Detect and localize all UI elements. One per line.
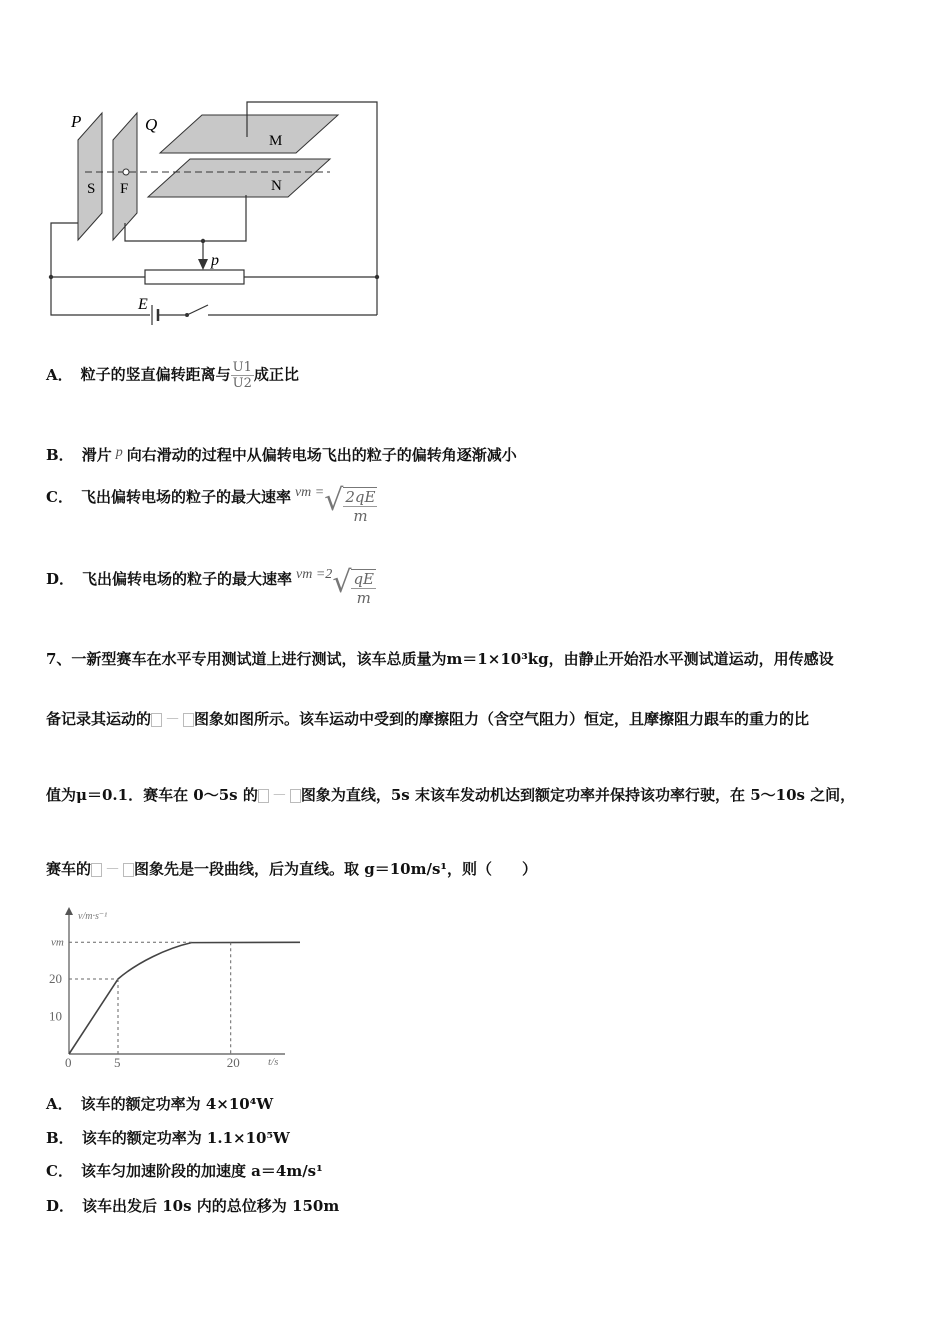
hole-f: [123, 169, 129, 175]
option-text-after: 向右滑动的过程中从偏转电场飞出的粒子的偏转角逐渐减小: [126, 446, 517, 464]
option-label: B．: [46, 446, 74, 464]
y-axis-arrow-icon: [65, 907, 73, 915]
x-tick-label: 5: [114, 1055, 121, 1070]
slider-symbol: p: [115, 445, 123, 460]
option-label: B．: [46, 1129, 74, 1147]
q6-option-c: [46, 483, 377, 525]
wire-q: [125, 195, 246, 241]
sqrt-formula: √ $\frac{2qE}{m}$: [324, 483, 376, 525]
y-tick-label: 10: [49, 1008, 62, 1024]
vt-placeholder-icon: [151, 713, 162, 727]
option-label: D．: [46, 570, 75, 588]
label-slider-p: p: [211, 252, 219, 269]
circuit-diagram: [40, 95, 390, 330]
option-text: 该车的额定功率为 4×10⁴W: [80, 1095, 274, 1113]
y-tick-label: 20: [49, 971, 62, 986]
vt-placeholder-icon: [290, 789, 301, 803]
option-text-after: 成正比: [253, 365, 299, 384]
vt-chart: [40, 905, 300, 1073]
option-text: 该车出发后 10s 内的总位移为 150m: [82, 1197, 340, 1215]
option-text: 该车的额定功率为 1.1×10⁵W: [81, 1129, 290, 1147]
u-ratio-formula: $\frac{U1}{U2}$: [232, 360, 252, 391]
sqrt-formula: √ $\frac{qE}{m}$: [332, 565, 374, 607]
q7-stem-line-3: 值为μ＝0.1．赛车在 0～5s 的 － 图象为直线，5s 末该车发动机达到额定功率并保持该功率行驶，在 5～10s 之间，: [46, 786, 856, 804]
q7-option-d: [46, 1195, 339, 1216]
option-text: 该车匀加速阶段的加速度 a＝4m/s¹: [80, 1162, 323, 1180]
x-axis-label: t/s: [268, 1056, 279, 1068]
q7-option-c: [46, 1160, 323, 1181]
option-text: 飞出偏转电场的粒子的最大速率: [82, 570, 293, 588]
junction-left: [49, 275, 53, 279]
label-q-plate: Q: [145, 115, 158, 134]
label-m: M: [269, 133, 283, 149]
q7-option-b: [46, 1127, 290, 1148]
option-label: D．: [46, 1197, 75, 1215]
option-label: C．: [46, 488, 73, 506]
wire-p: [51, 223, 150, 315]
plate-m: [160, 115, 338, 153]
label-n: N: [271, 178, 282, 194]
plate-n: [148, 159, 330, 197]
vm-symbol: vm =2: [296, 567, 333, 582]
slider-arrow-icon: [198, 259, 208, 270]
y-tick-label-vm: vm: [51, 936, 64, 949]
rheostat: [145, 270, 244, 284]
series-line-vt: [69, 942, 300, 1054]
q6-option-a: [46, 360, 299, 391]
option-text: 粒子的竖直偏转距离与: [80, 365, 231, 384]
option-text: 飞出偏转电场的粒子的最大速率: [80, 488, 291, 506]
vm-symbol: vm =: [294, 485, 325, 500]
q7-option-a: [46, 1093, 273, 1114]
q7-stem-line-4: 赛车的 － 图象先是一段曲线，后为直线。取 g＝10m/s¹，则（ ）: [46, 860, 537, 878]
option-text: 滑片: [81, 446, 112, 464]
vt-placeholder-icon: [183, 713, 194, 727]
option-label: C．: [46, 1162, 73, 1180]
y-axis-label: v/m·s⁻¹: [78, 911, 108, 922]
x-tick-label: 0: [65, 1055, 72, 1070]
q6-option-d: [46, 565, 376, 607]
plate-p: [78, 113, 102, 240]
vt-placeholder-icon: [258, 789, 269, 803]
option-label: A．: [46, 1095, 73, 1113]
plate-q: [113, 113, 137, 240]
label-f: F: [120, 181, 129, 197]
switch-blade: [187, 305, 208, 315]
label-e: E: [138, 296, 148, 313]
vt-placeholder-icon: [91, 863, 102, 877]
q6-option-b: [46, 444, 517, 465]
q7-stem-line-2: 备记录其运动的 － 图象如图所示。该车运动中受到的摩擦阻力（含空气阻力）恒定，且摩擦阻力跟车的重力的比: [46, 710, 810, 728]
q7-stem-line-1: 7、一新型赛车在水平专用测试道上进行测试，该车总质量为m＝1×10³kg，由静止开始沿水平测试道运动，用传感设: [46, 650, 834, 668]
option-label: A．: [46, 365, 73, 384]
label-s: S: [87, 181, 96, 197]
label-p-plate: P: [71, 112, 82, 131]
vt-placeholder-icon: [123, 863, 134, 877]
x-tick-label: 20: [226, 1055, 240, 1070]
